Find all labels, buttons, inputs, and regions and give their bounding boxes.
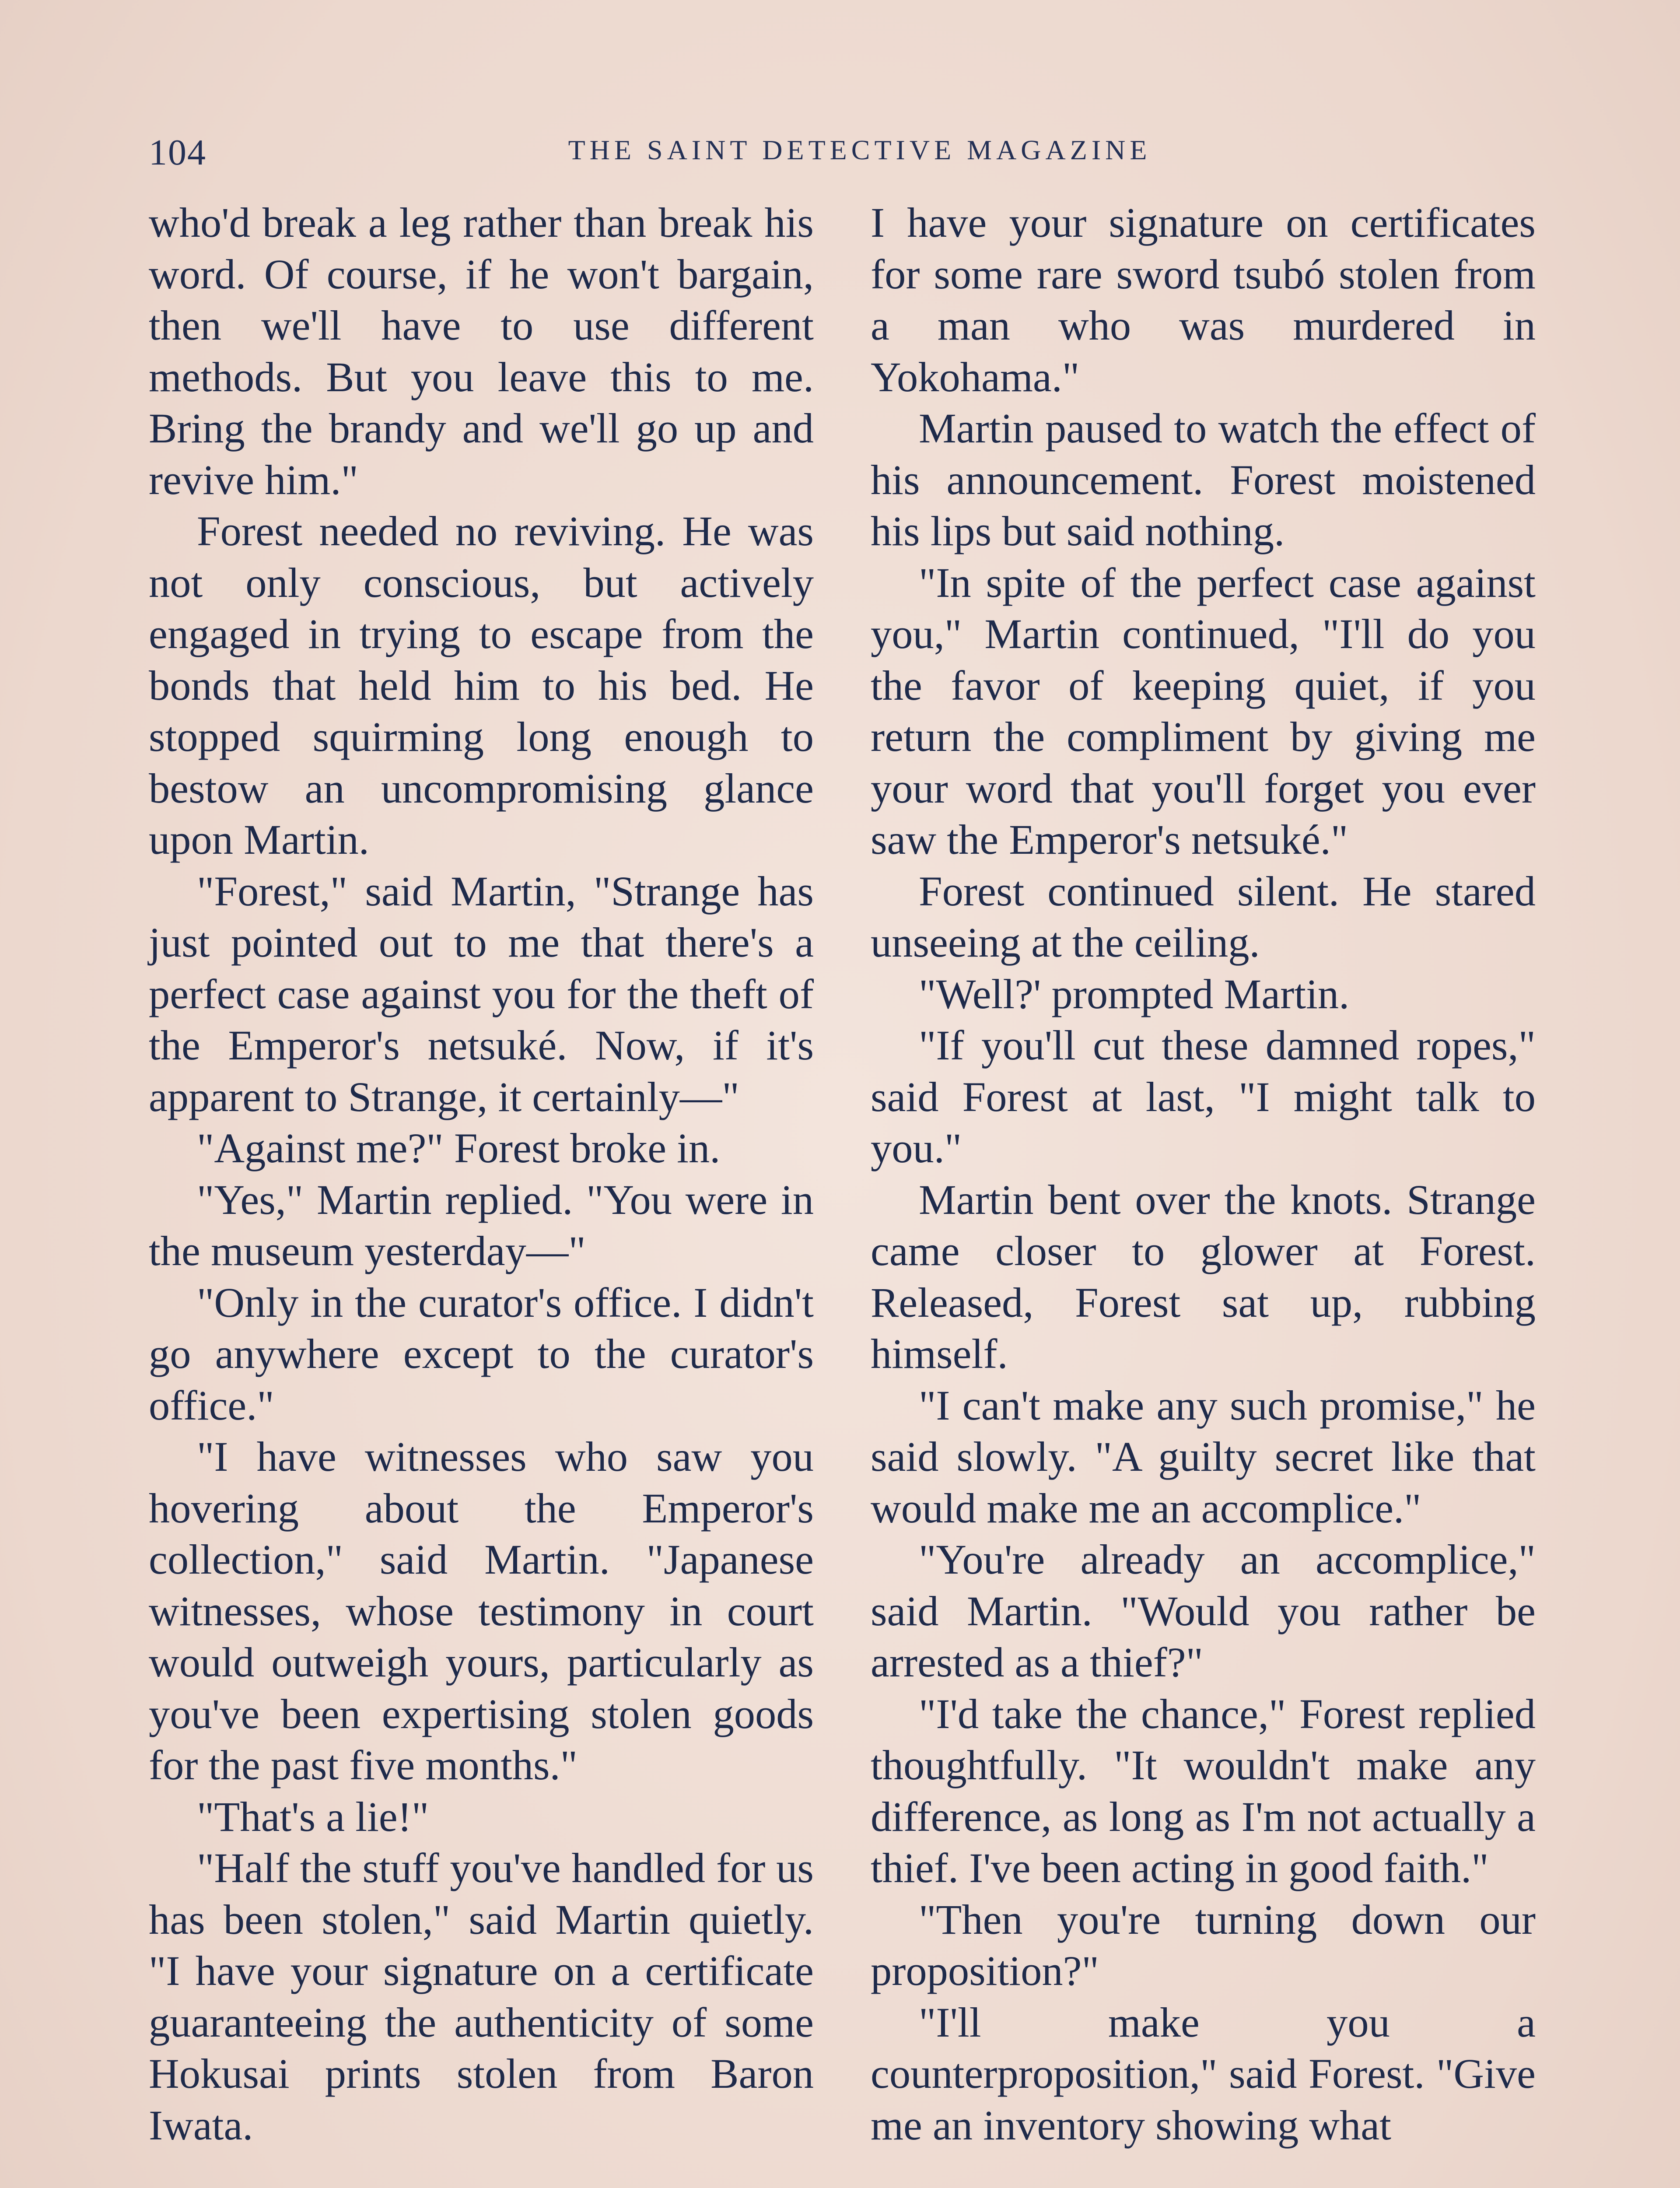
paragraph: "Against me?" Forest broke in. [197, 1125, 721, 1171]
paragraph: I have your signature on certificates for some rare sword tsubó stolen from a man who was murdered in Yokohama." [871, 199, 1536, 400]
paragraph: "I have witnesses who saw you hovering about the Emperor's collection," said Martin. "Japanese witnesses, whose testimony in court would outweigh yours, particularly as you've been expertising stolen goods for the past five months." [149, 1433, 814, 1788]
paragraph: "That's a lie!" [197, 1793, 429, 1840]
paragraph: "Forest," said Martin, "Strange has just pointed out to me that there's a perfect case against you for the theft of the Emperor's netsuké. Now, if it's apparent to Strange, it certainly—" [149, 867, 814, 1120]
paragraph: "If you'll cut these damned ropes," said Forest at last, "I might talk to you." [871, 1022, 1536, 1171]
page-number: 104 [149, 132, 206, 173]
paragraph: "I'd take the chance," Forest replied thoughtfully. "It wouldn't make any difference, as long as I'm not actually a thief. I've been acting in good faith." [871, 1690, 1536, 1891]
paragraph: "Then you're turning down our proposition?" [871, 1896, 1536, 1994]
paragraph: "I can't make any such promise," he said slowly. "A guilty secret like that would make me an accomplice." [871, 1382, 1536, 1532]
running-head: THE SAINT DETECTIVE MAGAZINE [568, 134, 1152, 165]
paragraph: "Yes," Martin replied. "You were in the museum yesterday—" [149, 1176, 814, 1274]
paragraph: "Only in the curator's office. I didn't go anywhere except to the curator's office." [149, 1279, 814, 1429]
paragraph: Forest needed no reviving. He was not only conscious, but actively engaged in trying to escape from the bonds that held him to his bed. He stopped squirming long enough to bestow an uncompromising glance upon Martin. [149, 508, 814, 863]
paragraph: "Half the stuff you've handled for us has been stolen," said Martin quietly. "I have your signature on a certificate guaranteeing the authenticity of some Hokusai prints stolen from Baron Iwata. [149, 1844, 814, 2149]
left-column [149, 197, 814, 2151]
paragraph: Forest continued silent. He stared unseeing at the ceiling. [871, 867, 1536, 966]
paragraph: who'd break a leg rather than break his word. Of course, if he won't bargain, then we'll have to use different methods. But you leave this to me. Bring the brandy and we'll go up and revive him." [149, 199, 814, 503]
paragraph: "I'll make you a counterproposition," said Forest. "Give me an inventory showing what [871, 1999, 1536, 2149]
paragraph: "In spite of the perfect case against you," Martin continued, "I'll do you the favor of keeping quiet, if you return the compliment by giving me your word that you'll forget you ever saw the Emperor's netsuké." [871, 559, 1536, 863]
paragraph: Martin bent over the knots. Strange came closer to glower at Forest. Released, Forest sat up, rubbing himself. [871, 1176, 1536, 1377]
page-header [149, 131, 1540, 179]
paragraph: "You're already an accomplice," said Martin. "Would you rather be arrested as a thief?" [871, 1536, 1536, 1686]
paragraph: "Well?' prompted Martin. [919, 970, 1350, 1017]
right-column [871, 197, 1536, 2151]
paragraph: Martin paused to watch the effect of his announcement. Forest moistened his lips but said nothing. [871, 405, 1536, 554]
